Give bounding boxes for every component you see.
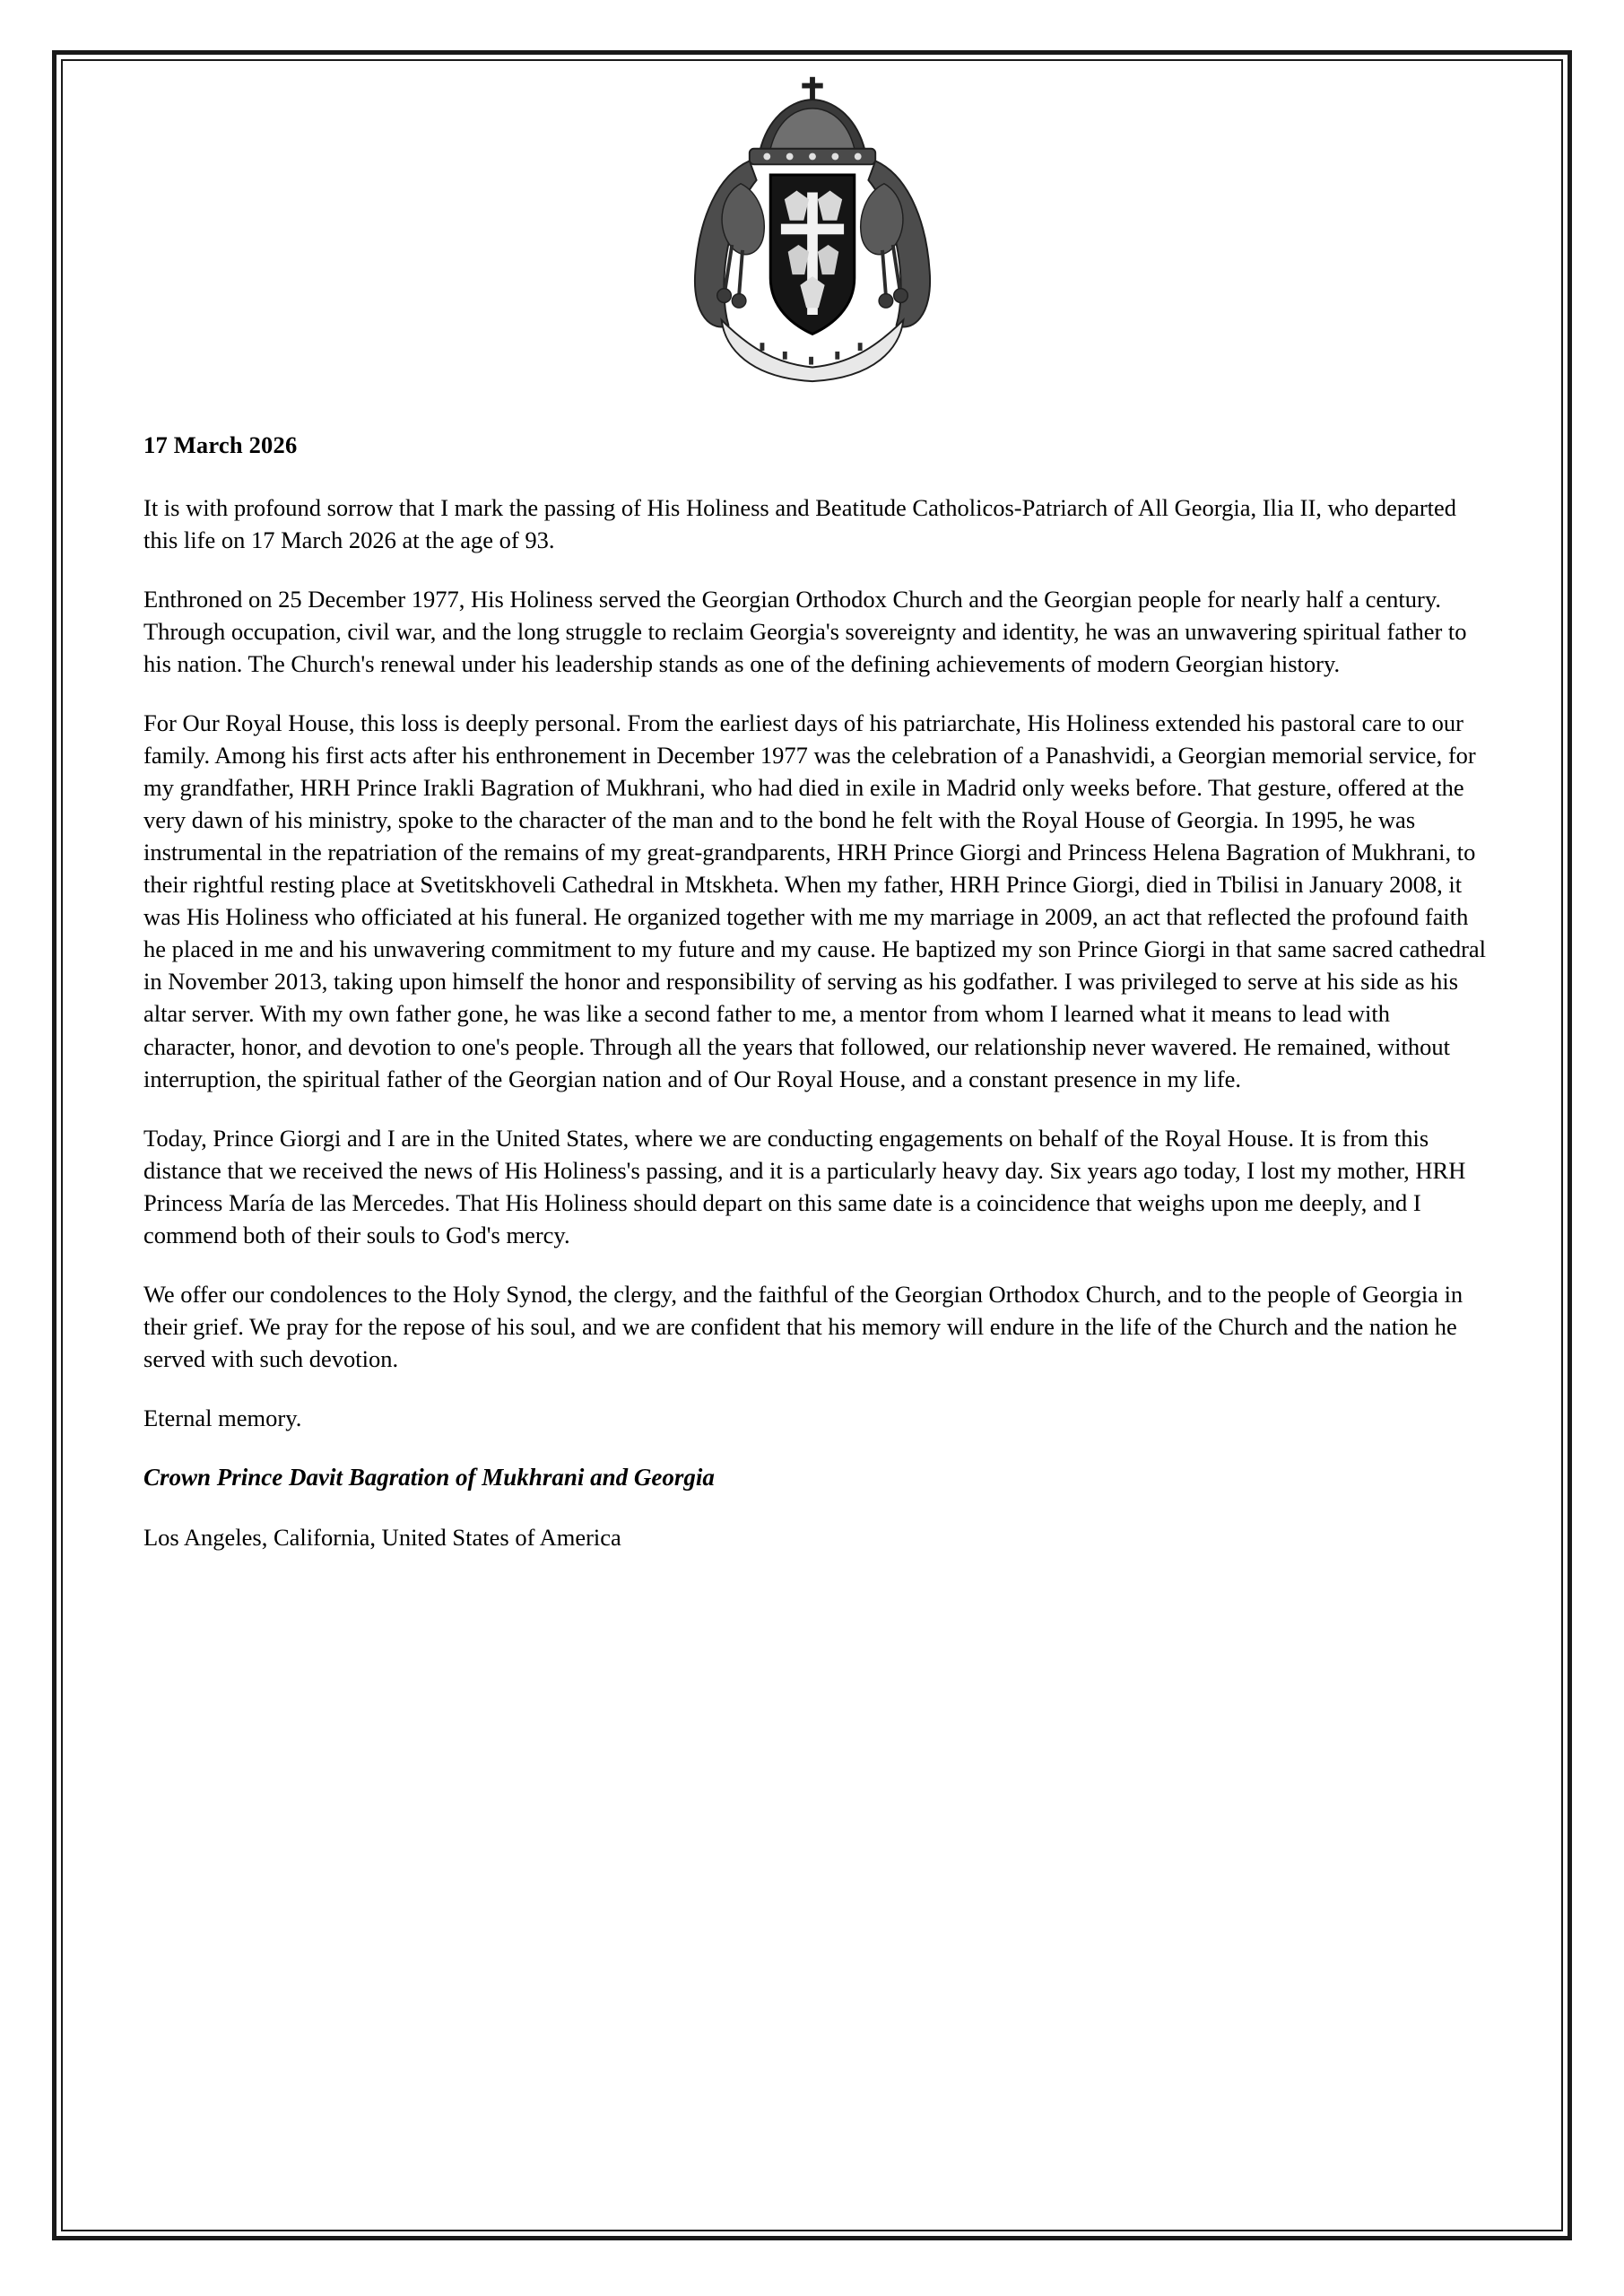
crest-container (97, 59, 1527, 429)
letter-paragraph-4: Today, Prince Giorgi and I are in the United States, where we are conducting engagements on behalf of the Royal House. It is from this distance that we received the news of His Holiness's passing, and it is a particularly heavy day. Six years ago today, I lost my mother, HRH Princess María de las Mercedes. That His Holiness should depart on this same date is a coincidence that weighs upon me deeply, and I commend both of their souls to God's mercy. (143, 1124, 1466, 1248)
letter-closing-line: Eternal memory. (143, 1404, 302, 1431)
page-content (52, 50, 1572, 2246)
letter-paragraph-1: It is with profound sorrow that I mark the passing of His Holiness and Beatitude Catholicos-Patriarch of All Georgia, Ilia II, who departed this life on 17 March 2026 at the age of 93. (143, 494, 1457, 554)
letter-date: 17 March 2026 (143, 431, 298, 458)
letter-paragraph-5: We offer our condolences to the Holy Synod, the clergy, and the faithful of the Georgian Orthodox Church, and to the people of Georgia in their grief. We pray for the repose of his soul, and we are confident that his memory will endure in the life of the Church and the nation he served with such devotion. (143, 1280, 1463, 1372)
letter-body (97, 429, 1527, 1553)
letter-place: Los Angeles, California, United States of America (143, 1523, 621, 1551)
royal-coat-of-arms-icon (638, 70, 987, 420)
letter-paragraph-3: For Our Royal House, this loss is deeply personal. From the earliest days of his patriarchate, His Holiness extended his pastoral care to our family. Among his first acts after his enthronement in December 1977 was the celebration of a Panashvidi, a Georgian memorial service, for my grandfather, HRH Prince Irakli Bagration of Mukhrani, who had died in exile in Madrid only weeks before. That gesture, offered at the very dawn of his ministry, spoke to the character of the man and to the bond he felt with the Royal House of Georgia. In 1995, he was instrumental in the repatriation of the remains of my great-grandparents, HRH Prince Giorgi and Princess Helena Bagration of Mukhrani, to their rightful resting place at Svetitskhoveli Cathedral in Mtskheta. When my father, HRH Prince Giorgi, died in Tbilisi in January 2008, it was His Holiness who officiated at his funeral. He organized together with me my marriage in 2009, an act that reflected the profound faith he placed in me and his unwavering commitment to my future and my cause. He baptized my son Prince Giorgi in that same sacred cathedral in November 2013, taking upon himself the honor and responsibility of serving as his godfather. I was privileged to serve at his side as his altar server. With my own father gone, he was like a second father to me, a mentor from whom I learned what it means to lead with character, honor, and devotion to one's people. Through all the years that followed, our relationship never wavered. He remained, without interruption, the spiritual father of the Georgian nation and of Our Royal House, and a constant presence in my life. (143, 709, 1487, 1092)
letter-signature: Crown Prince Davit Bagration of Mukhrani and Georgia (143, 1463, 715, 1491)
letter-paragraph-2: Enthroned on 25 December 1977, His Holiness served the Georgian Orthodox Church and the Georgian people for nearly half a century. Through occupation, civil war, and the long struggle to reclaim Georgia's sovereignty and identity, he was an unwavering spiritual father to his nation. The Church's renewal under his leadership stands as one of the defining achievements of modern Georgian history. (143, 586, 1467, 678)
